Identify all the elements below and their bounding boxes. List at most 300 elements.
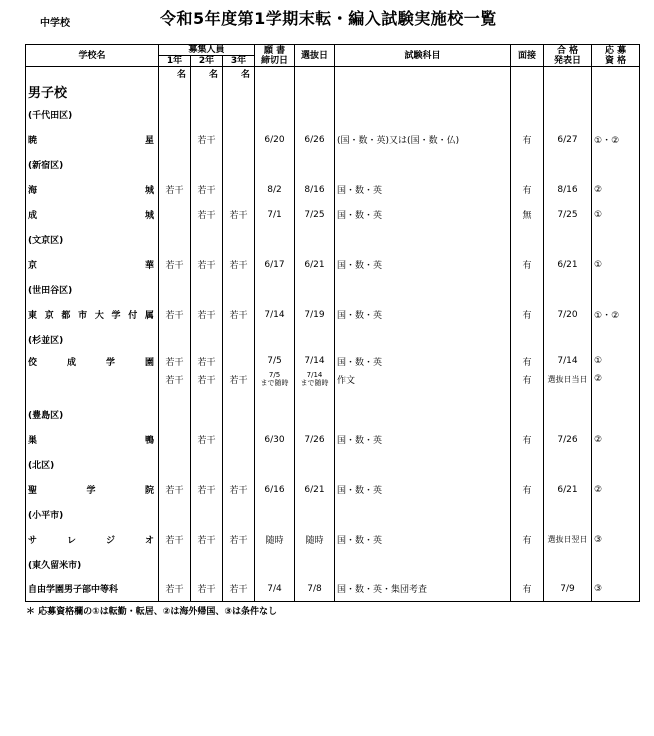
selection-date: [295, 302, 335, 327]
empty-cell: [191, 102, 223, 127]
empty-cell: [223, 80, 255, 102]
empty-cell: [335, 327, 511, 352]
deadline-part: 6/16: [264, 484, 285, 495]
recruit-g2: 若干: [191, 177, 223, 202]
announce-date: 6/21: [544, 252, 592, 277]
empty-cell: [592, 402, 640, 427]
empty-cell: [295, 67, 335, 81]
empty-cell: [511, 452, 544, 477]
deadline-part: 7/5: [267, 356, 282, 366]
empty-cell: [335, 102, 511, 127]
exam-subjects: 国・数・英: [335, 302, 511, 327]
recruit-g3: [223, 177, 255, 202]
header-interview: 面接: [511, 45, 544, 67]
recruit-g1: 若干: [159, 370, 191, 388]
school-level-label: 中学校: [40, 18, 70, 29]
selection-date: [295, 352, 335, 370]
school-name-char: 学: [86, 486, 96, 496]
recruit-g2: 若干: [191, 202, 223, 227]
school-name: [26, 302, 159, 327]
recruit-g2: 若干: [191, 252, 223, 277]
eligibility: ①: [592, 352, 640, 370]
recruit-g3: 若干: [223, 252, 255, 277]
empty-cell: [592, 80, 640, 102]
school-name: [26, 427, 159, 452]
empty-cell: [191, 80, 223, 102]
ward-row: [26, 327, 640, 352]
recruit-g1: 若干: [159, 252, 191, 277]
empty-cell: [295, 277, 335, 302]
recruit-g1: 若干: [159, 577, 191, 601]
ward-row: [26, 502, 640, 527]
recruit-g2: 若干: [191, 527, 223, 552]
empty-cell: [511, 277, 544, 302]
school-name-char: 東: [28, 311, 38, 321]
interview: 有: [511, 177, 544, 202]
empty-cell: [191, 502, 223, 527]
header-grade-1: 1年: [159, 56, 191, 67]
announce-date: 6/21: [544, 477, 592, 502]
school-name-char: オ: [144, 536, 154, 546]
school-name: [26, 177, 159, 202]
empty-cell: [223, 152, 255, 177]
empty-cell: [159, 452, 191, 477]
exam-subjects: 国・数・英: [335, 202, 511, 227]
empty-cell: [191, 277, 223, 302]
table-row: [26, 352, 640, 370]
recruit-g2: 若干: [191, 370, 223, 388]
school-name-char: 暁: [28, 136, 38, 146]
deadline-part: 7/14: [264, 309, 285, 320]
selection-date: [295, 202, 335, 227]
recruit-g2: 若干: [191, 477, 223, 502]
school-table: [25, 44, 640, 602]
school-name: [26, 127, 159, 152]
school-name-char: 鴨: [144, 436, 154, 446]
school-name-char: 都: [61, 311, 71, 321]
empty-cell: [295, 80, 335, 102]
table-row: [26, 302, 640, 327]
empty-cell: [255, 152, 295, 177]
table-row: [26, 477, 640, 502]
school-name: [26, 352, 159, 370]
deadline-part: 7/4: [267, 583, 282, 594]
ward-row: [26, 452, 640, 477]
recruit-g1: [159, 202, 191, 227]
ward-label: (小平市): [26, 502, 159, 527]
school-name-char: 佼: [28, 357, 38, 368]
exam-subjects: 国・数・英: [335, 252, 511, 277]
school-name-char: 院: [144, 486, 154, 496]
empty-cell: [159, 227, 191, 252]
ward-label: (豊島区): [26, 402, 159, 427]
empty-cell: [335, 277, 511, 302]
header-grade-3: 3年: [223, 56, 255, 67]
recruit-g2: 若干: [191, 577, 223, 601]
school-name-char: 城: [144, 211, 154, 221]
empty-cell: [159, 102, 191, 127]
announce-date: 7/26: [544, 427, 592, 452]
recruit-g1: 若干: [159, 477, 191, 502]
ward-row: [26, 227, 640, 252]
interview: 有: [511, 127, 544, 152]
selection-date: [295, 477, 335, 502]
empty-cell: [255, 67, 295, 81]
empty-cell: [511, 402, 544, 427]
empty-cell: [295, 502, 335, 527]
announce-date: 7/20: [544, 302, 592, 327]
eligibility: ②: [592, 177, 640, 202]
empty-cell: [592, 152, 640, 177]
interview: 有: [511, 477, 544, 502]
empty-cell: [335, 388, 511, 402]
empty-cell: [191, 552, 223, 577]
recruit-g3: 若干: [223, 302, 255, 327]
table-row: [26, 370, 640, 388]
recruit-g3: 若干: [223, 577, 255, 601]
ward-label: (文京区): [26, 227, 159, 252]
empty-cell: [255, 327, 295, 352]
empty-cell: [255, 552, 295, 577]
empty-cell: [592, 102, 640, 127]
ward-label: (千代田区): [26, 102, 159, 127]
school-name-char: 京: [44, 311, 54, 321]
school-name-chars: [28, 483, 154, 496]
table-row: [26, 127, 640, 152]
school-name-char: 属: [144, 311, 154, 321]
recruit-g3: [223, 427, 255, 452]
deadline-part: 6/30: [264, 434, 285, 445]
deadline-part: 6/17: [264, 259, 285, 270]
empty-cell: [335, 67, 511, 81]
empty-cell: [544, 327, 592, 352]
empty-cell: [511, 327, 544, 352]
selection-date: [295, 252, 335, 277]
recruit-g1: 若干: [159, 177, 191, 202]
empty-cell: [255, 388, 295, 402]
school-name-chars: [28, 183, 154, 196]
eligibility: ②: [592, 370, 640, 388]
deadline-date: [255, 370, 295, 388]
recruit-g1: [159, 427, 191, 452]
empty-cell: [191, 327, 223, 352]
empty-cell: [511, 227, 544, 252]
selection-date: [295, 370, 335, 388]
page-title: 令和5年度第1学期末転・編入試験実施校一覧: [160, 9, 497, 28]
header-subjects: 試験科目: [335, 45, 511, 67]
interview: 無: [511, 202, 544, 227]
table-row: [26, 202, 640, 227]
empty-cell: [592, 552, 640, 577]
category-label: 男子校: [26, 80, 159, 102]
empty-cell: [544, 80, 592, 102]
deadline-part: 7/5: [268, 371, 281, 379]
announce-date: 選抜日翌日: [544, 527, 592, 552]
school-name-chars: [28, 533, 154, 546]
unit-label: 名: [159, 67, 191, 81]
empty-cell: [335, 552, 511, 577]
empty-cell: [255, 402, 295, 427]
ward-row: [26, 102, 640, 127]
empty-cell: [223, 327, 255, 352]
interview: 有: [511, 302, 544, 327]
school-name-char: 成: [28, 211, 38, 221]
table-row: [26, 427, 640, 452]
unit-row: [26, 67, 640, 81]
school-name-char: 城: [144, 186, 154, 196]
selection-part: 6/26: [304, 134, 325, 145]
eligibility: ①: [592, 202, 640, 227]
empty-cell: [295, 102, 335, 127]
empty-cell: [592, 452, 640, 477]
exam-subjects: 国・数・英: [335, 427, 511, 452]
empty-cell: [511, 102, 544, 127]
interview: 有: [511, 577, 544, 601]
recruit-g2: 若干: [191, 352, 223, 370]
empty-cell: [511, 502, 544, 527]
recruit-g3: 若干: [223, 202, 255, 227]
ward-row: [26, 152, 640, 177]
ward-label: (北区): [26, 452, 159, 477]
empty-cell: [255, 80, 295, 102]
selection-date: [295, 127, 335, 152]
header-announce: 合 格 発表日: [544, 45, 592, 67]
selection-part: 8/16: [304, 184, 325, 195]
header-school: 学校名: [26, 45, 159, 67]
school-name-char: 市: [78, 311, 88, 321]
empty-cell: [255, 102, 295, 127]
selection-date: [295, 527, 335, 552]
school-name: [26, 477, 159, 502]
table-row: [26, 252, 640, 277]
announce-date: 7/25: [544, 202, 592, 227]
school-name-char: レ: [66, 536, 76, 546]
empty-cell: [223, 102, 255, 127]
empty-cell: [335, 502, 511, 527]
school-name-char: 巣: [28, 436, 38, 446]
exam-subjects: 国・数・英: [335, 177, 511, 202]
empty-cell: [335, 152, 511, 177]
announce-date: 7/9: [544, 577, 592, 601]
exam-subjects: 国・数・英・集団考査: [335, 577, 511, 601]
interview: 有: [511, 252, 544, 277]
empty-cell: [159, 402, 191, 427]
deadline-part: まで随時: [260, 379, 289, 387]
empty-cell: [295, 402, 335, 427]
school-name-chars: [28, 133, 154, 146]
deadline-date: [255, 527, 295, 552]
empty-cell: [335, 80, 511, 102]
selection-date: [295, 577, 335, 601]
selection-part: 6/21: [304, 259, 325, 270]
recruit-g1: [159, 127, 191, 152]
empty-cell: [191, 452, 223, 477]
category-row: [26, 80, 640, 102]
interview: 有: [511, 370, 544, 388]
header-selection: 選抜日: [295, 45, 335, 67]
ward-label: (東久留米市): [26, 552, 159, 577]
selection-part: 7/26: [304, 434, 325, 445]
recruit-g1: 若干: [159, 302, 191, 327]
ward-row: [26, 552, 640, 577]
footnote: ＊ 応募資格欄の①は転勤・転居、②は海外帰国、③は条件なし: [26, 607, 277, 617]
empty-cell: [544, 388, 592, 402]
school-name-char: 成: [66, 357, 76, 368]
header-grade-2: 2年: [191, 56, 223, 67]
header-recruit: 募集人員: [159, 45, 255, 56]
recruit-g2: 若干: [191, 302, 223, 327]
school-name-char: 付: [128, 311, 138, 321]
school-name-chars: [28, 433, 154, 446]
empty-cell: [335, 402, 511, 427]
selection-part: まで随時: [300, 379, 329, 387]
interview: 有: [511, 352, 544, 370]
school-name: [26, 527, 159, 552]
empty-cell: [511, 67, 544, 81]
selection-date: [295, 177, 335, 202]
school-name-char: 自由学園男子部中等科: [28, 585, 119, 596]
selection-part: 7/14: [306, 371, 323, 379]
eligibility: ①・②: [592, 302, 640, 327]
empty-cell: [159, 502, 191, 527]
empty-cell: [335, 227, 511, 252]
eligibility: ②: [592, 427, 640, 452]
exam-subjects: (国・数・英)又は(国・数・仏): [335, 127, 511, 152]
header-deadline: 願 書 締切日: [255, 45, 295, 67]
empty-cell: [295, 227, 335, 252]
eligibility: ①: [592, 252, 640, 277]
selection-part: 7/8: [307, 583, 322, 594]
empty-cell: [255, 227, 295, 252]
recruit-g1: 若干: [159, 352, 191, 370]
empty-cell: [544, 227, 592, 252]
empty-cell: [159, 152, 191, 177]
deadline-date: [255, 477, 295, 502]
school-name-char: 華: [144, 261, 154, 271]
deadline-part: 随時: [265, 536, 284, 546]
empty-cell: [544, 502, 592, 527]
deadline-date: [255, 202, 295, 227]
table-body: [26, 67, 640, 602]
spacer-row: [26, 388, 640, 402]
ward-label: (世田谷区): [26, 277, 159, 302]
empty-cell: [295, 452, 335, 477]
recruit-g3: 若干: [223, 477, 255, 502]
ward-label: (新宿区): [26, 152, 159, 177]
empty-cell: [544, 102, 592, 127]
school-name-char: 大: [94, 311, 104, 321]
empty-cell: [159, 552, 191, 577]
empty-cell: [26, 388, 159, 402]
table-row: [26, 177, 640, 202]
empty-cell: [592, 277, 640, 302]
ward-label: (杉並区): [26, 327, 159, 352]
deadline-date: [255, 302, 295, 327]
empty-cell: [592, 227, 640, 252]
empty-cell: [223, 452, 255, 477]
selection-part: 7/25: [304, 209, 325, 220]
empty-cell: [295, 388, 335, 402]
empty-cell: [544, 277, 592, 302]
empty-cell: [255, 277, 295, 302]
empty-cell: [544, 552, 592, 577]
empty-cell: [592, 67, 640, 81]
header-eligibility: 応 募 資 格: [592, 45, 640, 67]
empty-cell: [335, 452, 511, 477]
selection-part: 6/21: [304, 484, 325, 495]
empty-cell: [191, 152, 223, 177]
school-name-chars: [28, 258, 154, 271]
empty-cell: [592, 502, 640, 527]
recruit-g3: 若干: [223, 527, 255, 552]
empty-cell: [159, 327, 191, 352]
unit-label: 名: [191, 67, 223, 81]
exam-subjects: 国・数・英: [335, 352, 511, 370]
deadline-date: [255, 252, 295, 277]
school-name-char: 園: [144, 357, 154, 368]
empty-cell: [223, 227, 255, 252]
school-name-char: 聖: [28, 486, 38, 496]
school-name: [26, 202, 159, 227]
school-name-char: 学: [105, 357, 115, 368]
empty-cell: [295, 152, 335, 177]
exam-subjects: 国・数・英: [335, 477, 511, 502]
eligibility: ②: [592, 477, 640, 502]
school-name-char: ジ: [105, 536, 115, 546]
announce-date: 選抜日当日: [544, 370, 592, 388]
recruit-g1: 若干: [159, 527, 191, 552]
deadline-part: 6/20: [264, 134, 285, 145]
empty-cell: [255, 452, 295, 477]
ward-row: [26, 402, 640, 427]
recruit-g3: [223, 127, 255, 152]
school-name-chars: [28, 582, 154, 595]
recruit-g2: 若干: [191, 427, 223, 452]
school-name-char: 星: [144, 136, 154, 146]
deadline-date: [255, 352, 295, 370]
deadline-date: [255, 127, 295, 152]
recruit-g2: 若干: [191, 127, 223, 152]
interview: 有: [511, 427, 544, 452]
empty-cell: [295, 327, 335, 352]
ward-row: [26, 277, 640, 302]
empty-cell: [544, 152, 592, 177]
deadline-date: [255, 427, 295, 452]
empty-cell: [511, 80, 544, 102]
announce-date: 8/16: [544, 177, 592, 202]
school-name: [26, 370, 159, 388]
empty-cell: [295, 552, 335, 577]
announce-date: 7/14: [544, 352, 592, 370]
school-name: [26, 577, 159, 601]
empty-cell: [191, 402, 223, 427]
eligibility: ③: [592, 527, 640, 552]
empty-cell: [511, 388, 544, 402]
empty-cell: [544, 402, 592, 427]
empty-cell: [223, 552, 255, 577]
table-row: [26, 527, 640, 552]
empty-cell: [26, 67, 159, 81]
school-name-char: サ: [28, 536, 38, 546]
selection-date: [295, 427, 335, 452]
school-name-char: 京: [28, 261, 38, 271]
eligibility: ①・②: [592, 127, 640, 152]
school-name-char: 海: [28, 186, 38, 196]
empty-cell: [223, 402, 255, 427]
school-name-char: 学: [111, 311, 121, 321]
recruit-g3: 若干: [223, 370, 255, 388]
deadline-date: [255, 177, 295, 202]
